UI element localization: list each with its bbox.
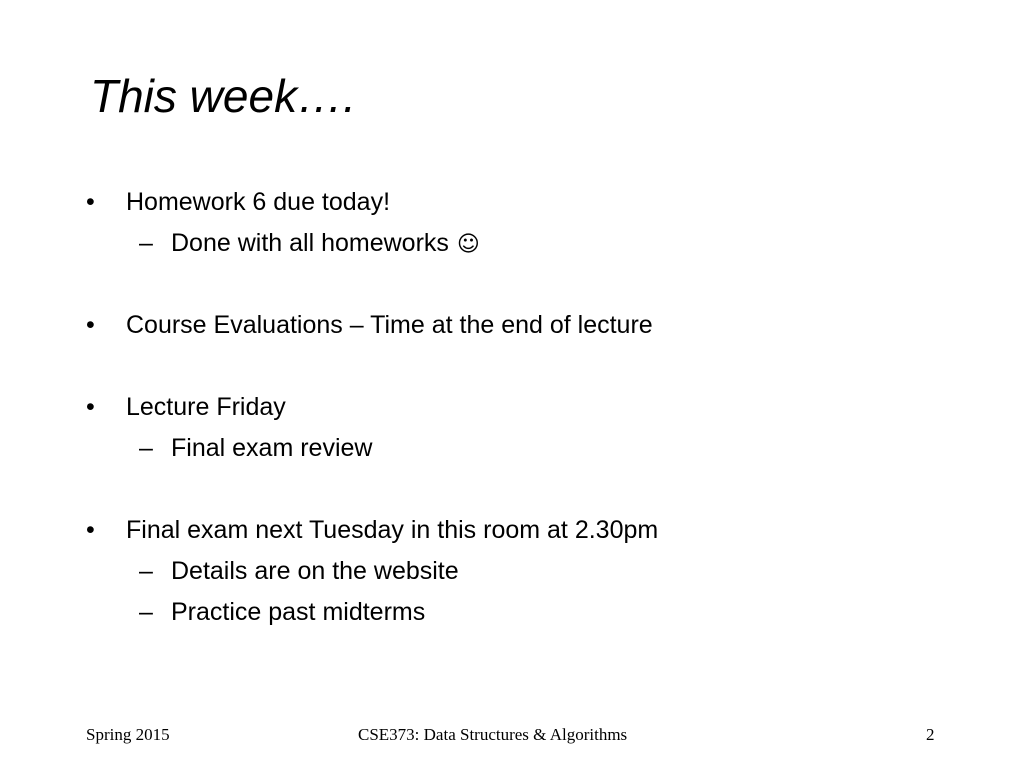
bullet-item xyxy=(86,512,986,553)
dash-marker: – xyxy=(139,557,153,585)
sub-bullet-item xyxy=(86,594,986,635)
dash-marker: – xyxy=(139,434,153,462)
bullet-item xyxy=(86,307,986,348)
dash-marker: – xyxy=(139,598,153,626)
slide-title: This week…. xyxy=(90,70,356,122)
bullet-text: Final exam next Tuesday in this room at 2.30pm xyxy=(126,516,659,544)
smiley-face-icon: ☺ xyxy=(456,232,480,257)
bullet-marker: • xyxy=(86,516,95,544)
spacer xyxy=(86,348,986,389)
spacer xyxy=(86,471,986,512)
spacer xyxy=(86,266,986,307)
bullet-text: Lecture Friday xyxy=(126,393,286,421)
footer-course-title: CSE373: Data Structures & Algorithms xyxy=(358,725,628,744)
sub-bullet-item xyxy=(86,225,986,266)
sub-bullet-text: Practice past midterms xyxy=(171,598,426,626)
bullet-text: Homework 6 due today! xyxy=(126,188,391,216)
sub-bullet-text: Final exam review xyxy=(171,434,373,462)
bullet-marker: • xyxy=(86,393,95,421)
bullet-item xyxy=(86,184,986,225)
bullet-item xyxy=(86,389,986,430)
sub-bullet-text: Details are on the website xyxy=(171,557,459,585)
dash-marker: – xyxy=(139,229,153,257)
sub-bullet-item xyxy=(86,430,986,471)
sub-bullet-text: Done with all homeworks xyxy=(171,229,449,257)
bullet-marker: • xyxy=(86,188,95,216)
slide-number: 2 xyxy=(926,725,935,744)
bullet-marker: • xyxy=(86,311,95,339)
sub-bullet-item xyxy=(86,553,986,594)
footer-term: Spring 2015 xyxy=(86,725,170,744)
bullet-text: Course Evaluations – Time at the end of lecture xyxy=(126,311,653,339)
bullet-list xyxy=(86,184,986,635)
